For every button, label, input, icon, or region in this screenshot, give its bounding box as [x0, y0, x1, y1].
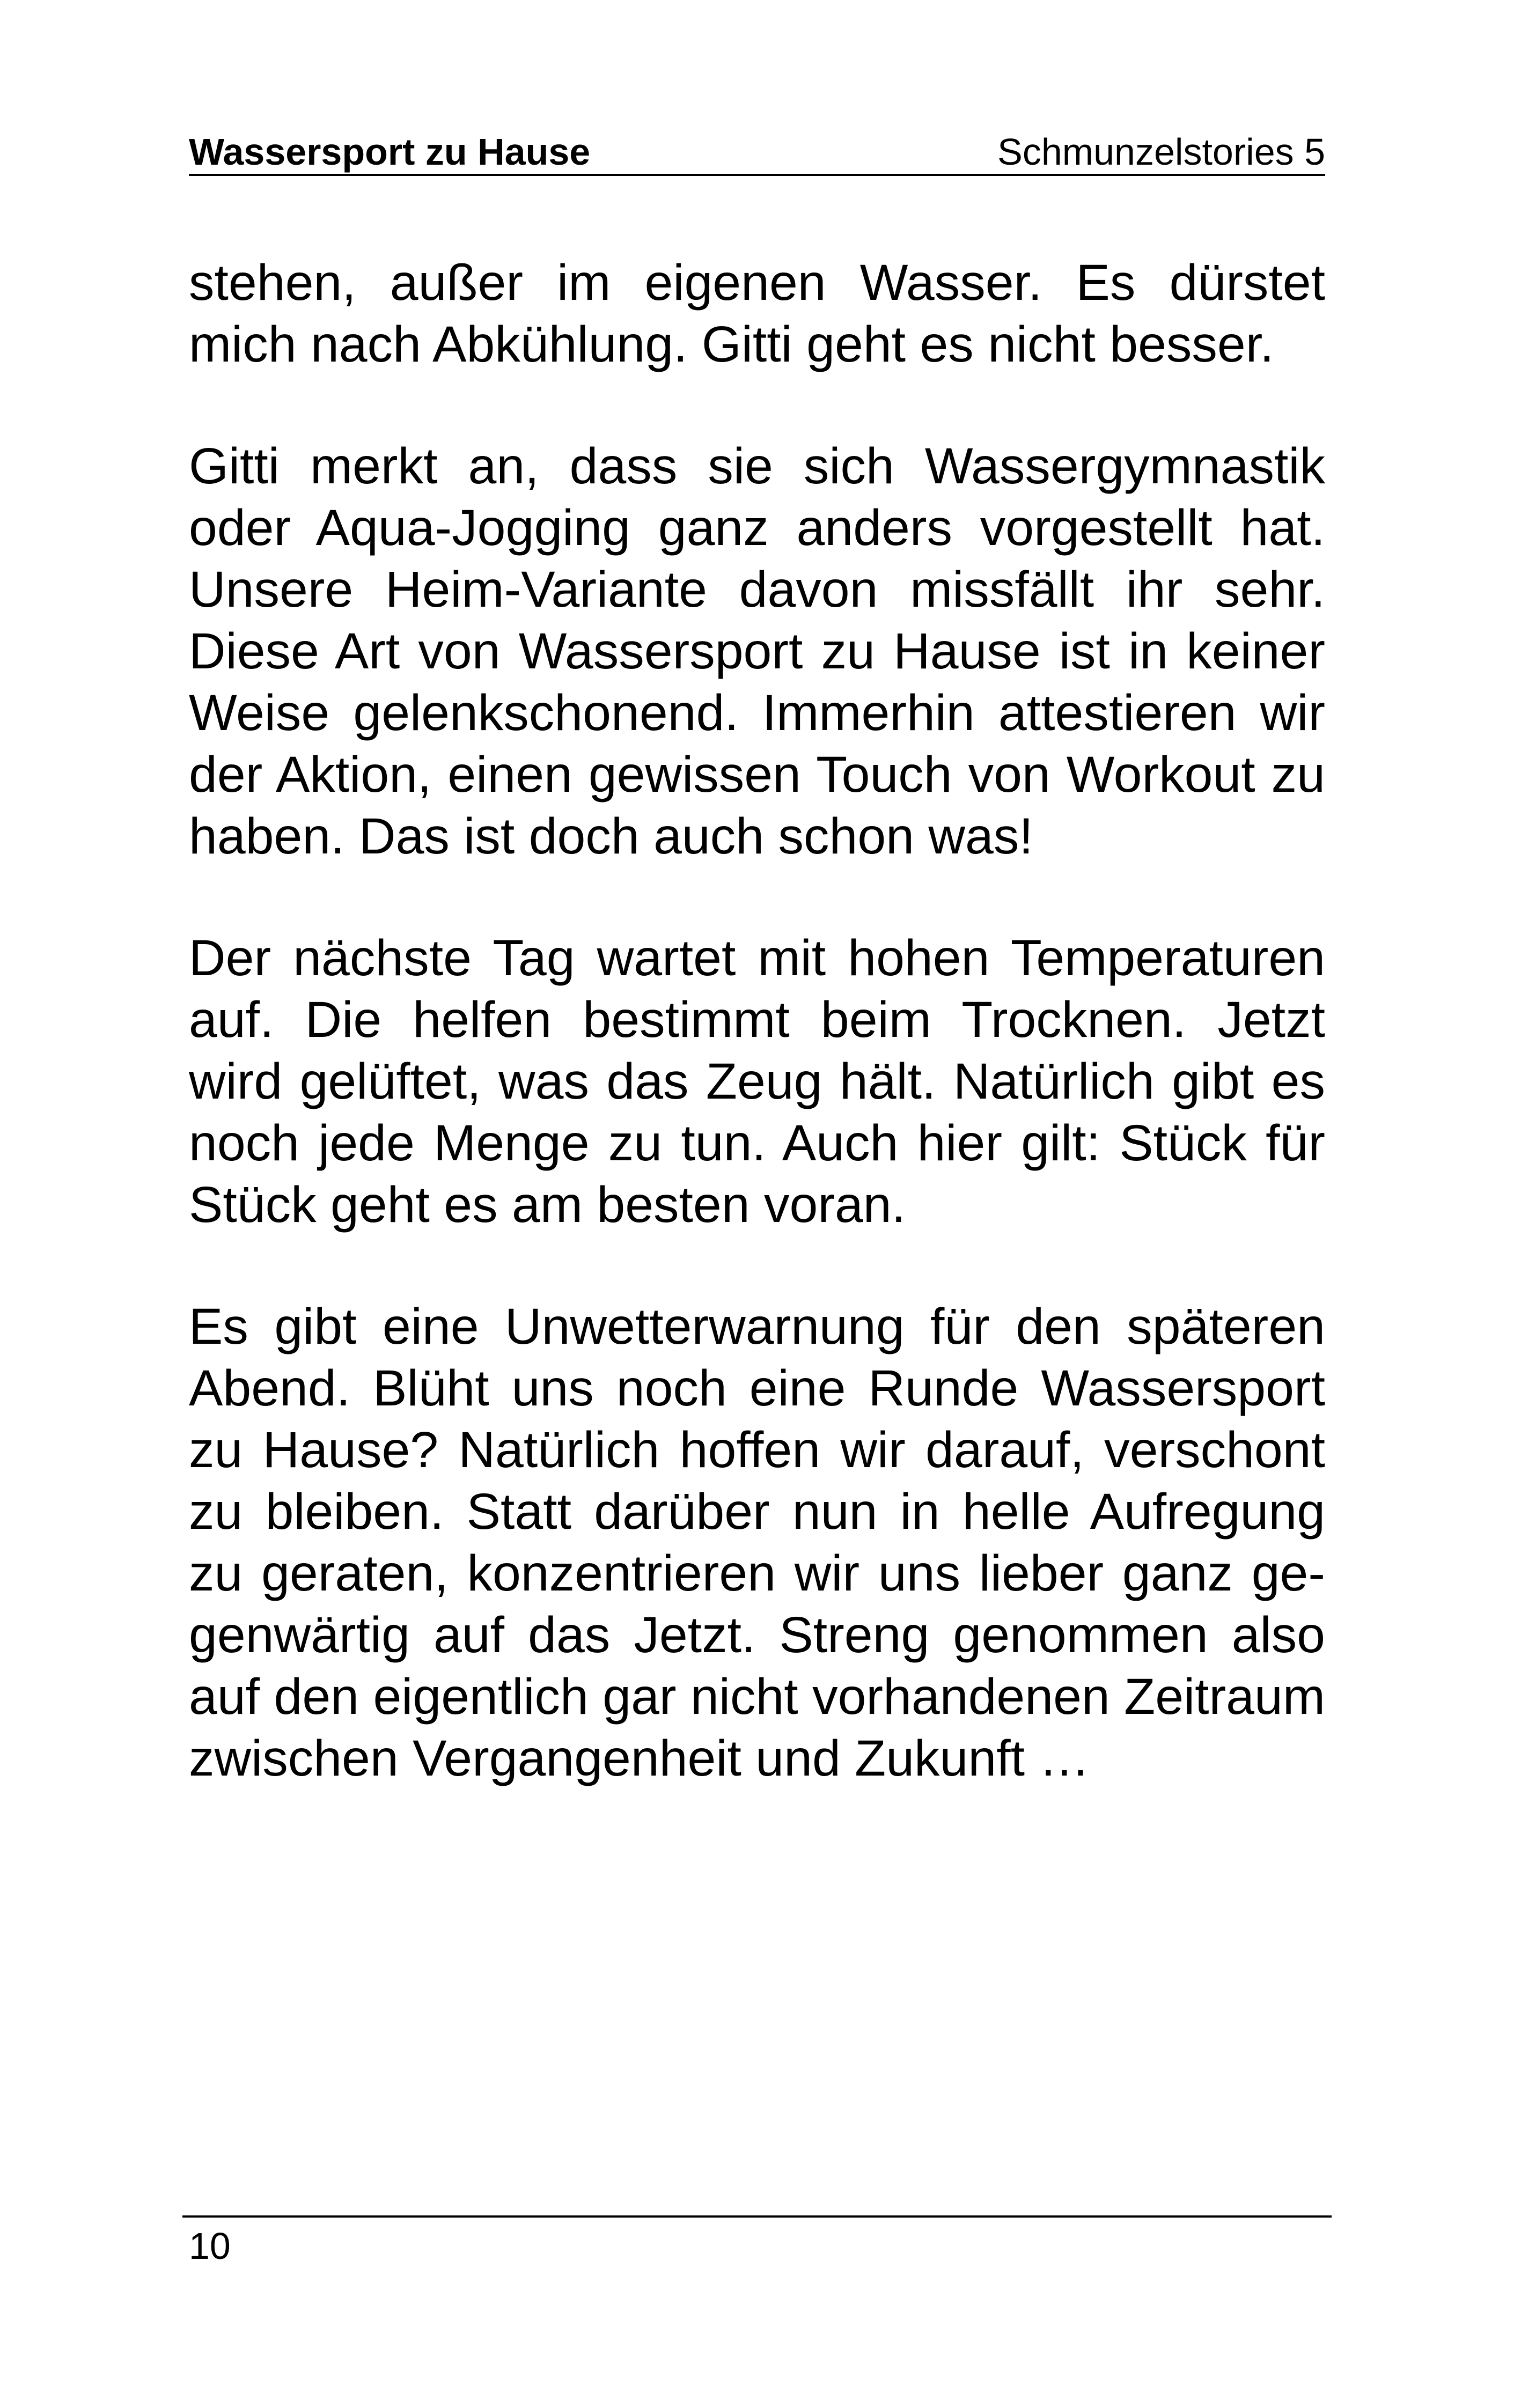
- running-header: [189, 128, 1325, 176]
- chapter-title: Wassersport zu Hause: [189, 131, 591, 173]
- body-text: [189, 252, 1325, 1850]
- book-series-title: Schmunzelstories 5: [997, 131, 1325, 173]
- paragraph-2: Gitti merkt an, dass sie sich Wassergymnastik oder Aqua-Jogging ganz anders vorgestellt hat. Unsere Heim-Variante davon missfällt ihr sehr. Diese Art von Wassersport zu Hause ist in keiner Weise gelenkschonend. Immerhin attestieren wir der Aktion, einen gewissen Touch von Workout zu haben. Das ist doch auch schon was!: [189, 438, 1325, 865]
- paragraph-4: Es gibt eine Unwetterwarnung für den späteren Abend. Blüht uns noch eine Runde Wassersport zu Hause? Natürlich hoffen wir darauf, verschont zu bleiben. Statt darüber nun in helle Aufregung zu geraten, konzentrieren wir uns lieber ganz gegenwärtig auf das Jetzt. Streng genommen also auf den eigentlich gar nicht vorhandenen Zeitraum zwischen Vergangenheit und Zukunft …: [189, 1298, 1325, 1787]
- page-number: 10: [189, 2225, 231, 2267]
- footer-divider: [182, 2215, 1332, 2218]
- paragraph-1: stehen, außer im eigenen Wasser. Es dürstet mich nach Abkühlung. Gitti geht es nicht besser.: [189, 254, 1325, 373]
- paragraph-3: Der nächste Tag wartet mit hohen Temperaturen auf. Die helfen bestimmt beim Trocknen. Jetzt wird gelüftet, was das Zeug hält. Natürlich gibt es noch jede Menge zu tun. Auch hier gilt: Stück für Stück geht es am besten voran.: [189, 930, 1325, 1233]
